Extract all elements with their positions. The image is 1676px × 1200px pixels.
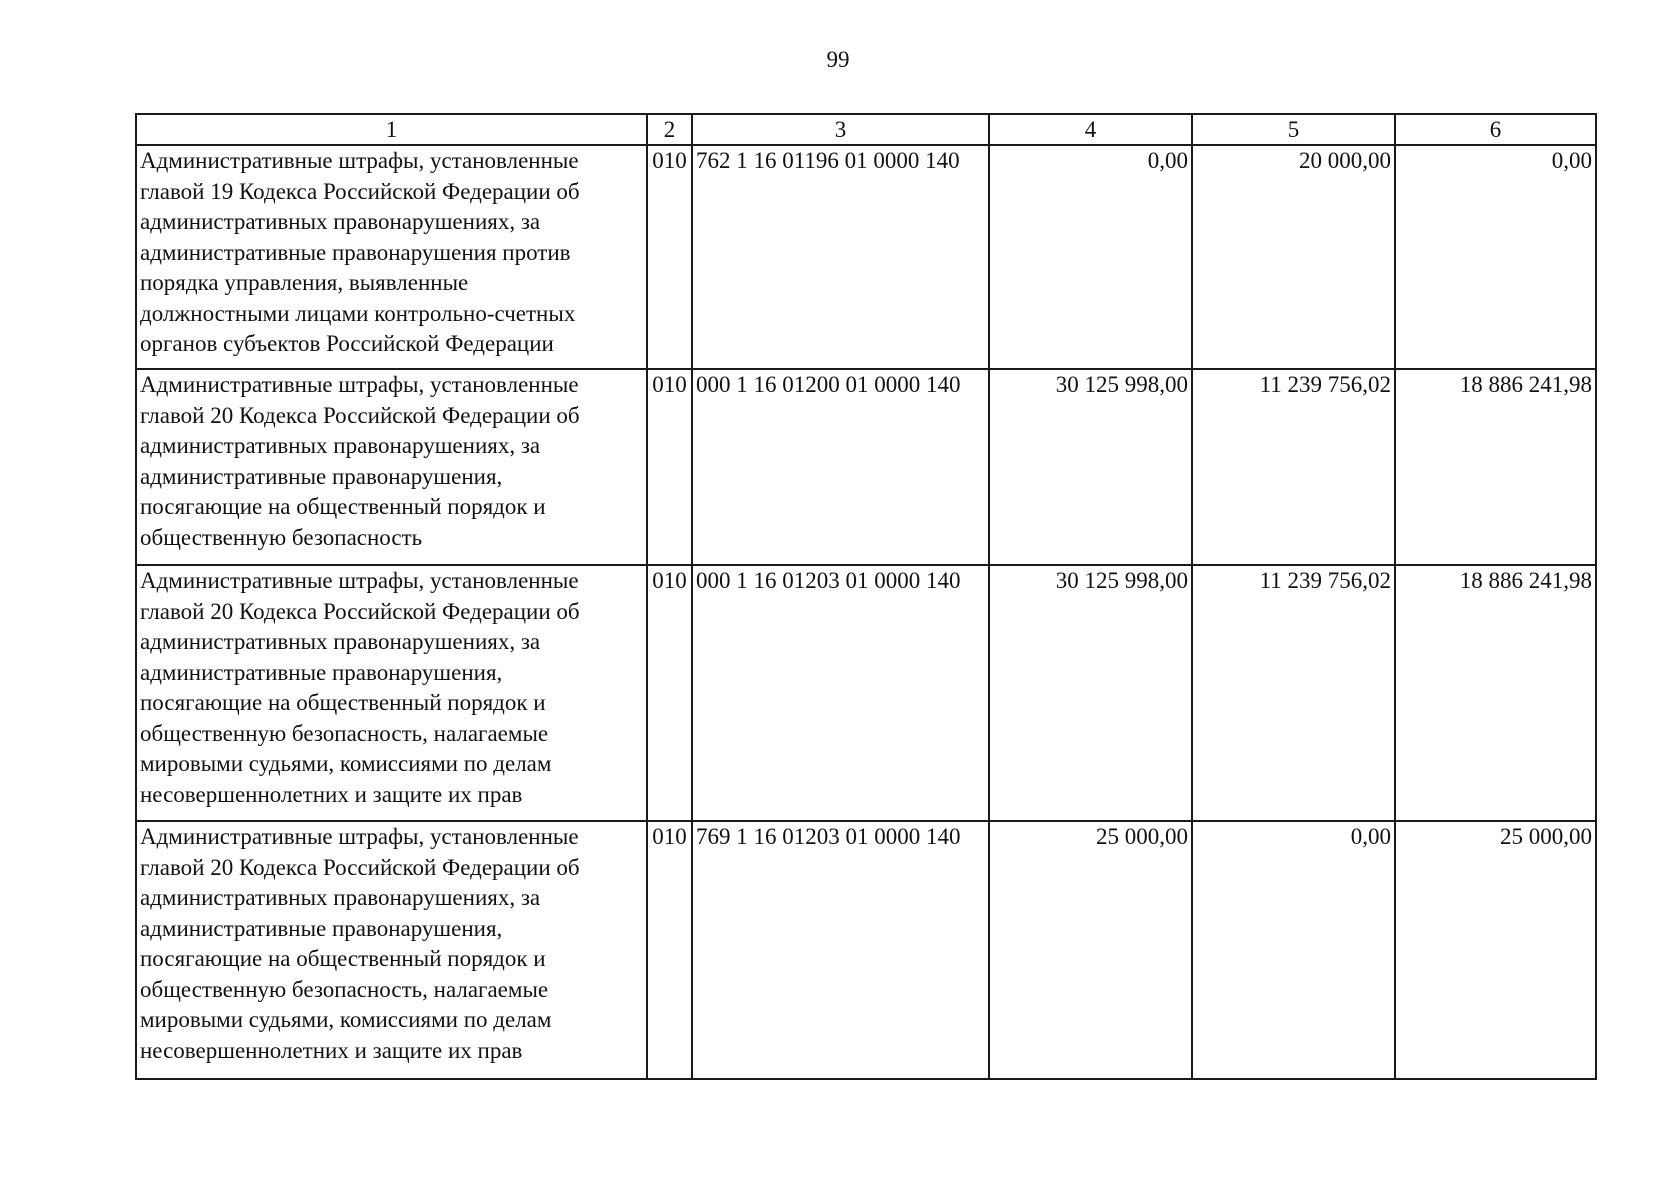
row-name-text: Административные штрафы, установленные главой 20 Кодекса Российской Федерации об административных правонарушениях, за административные правонарушения, посягающие на общественный порядок и общественную безопасность, налагаемые мировыми судьями, комиссиями по делам несовершеннолетних и защите их прав [140,568,580,807]
column-number-1: 1 [136,114,647,145]
column-6-value: 0,00 [1395,145,1596,369]
row-name-text: Административные штрафы, установленные главой 19 Кодекса Российской Федерации об административных правонарушениях, за административные правонарушения против порядка управления, выявленные должностными лицами контрольно-счетных органов субъектов Российской Федерации [140,148,580,356]
column-number-3: 3 [692,114,989,145]
table-row [136,145,1596,369]
table-row [136,565,1596,821]
column-number-2: 2 [647,114,692,145]
column-number-4: 4 [989,114,1192,145]
column-4-value: 25 000,00 [989,821,1192,1079]
column-4-value: 30 125 998,00 [989,565,1192,821]
line-code-cell: 010 [647,821,692,1079]
line-code-cell: 010 [647,369,692,565]
column-5-value: 11 239 756,02 [1192,565,1395,821]
row-name-text: Административные штрафы, установленные главой 20 Кодекса Российской Федерации об административных правонарушениях, за административные правонарушения, посягающие на общественный порядок и общественную безопасность, налагаемые мировыми судьями, комиссиями по делам несовершеннолетних и защите их прав [140,824,580,1063]
column-4-value: 30 125 998,00 [989,369,1192,565]
budget-code-cell: 000 1 16 01203 01 0000 140 [692,565,989,821]
line-code-cell: 010 [647,145,692,369]
row-name-cell [136,565,647,821]
column-6-value: 18 886 241,98 [1395,369,1596,565]
line-code-cell: 010 [647,565,692,821]
table-row [136,369,1596,565]
column-6-value: 25 000,00 [1395,821,1596,1079]
budget-code-cell: 762 1 16 01196 01 0000 140 [692,145,989,369]
row-name-text: Административные штрафы, установленные главой 20 Кодекса Российской Федерации об административных правонарушениях, за административные правонарушения, посягающие на общественный порядок и общественную безопасность [140,372,580,550]
column-5-value: 11 239 756,02 [1192,369,1395,565]
budget-code-cell: 769 1 16 01203 01 0000 140 [692,821,989,1079]
column-number-5: 5 [1192,114,1395,145]
column-6-value: 18 886 241,98 [1395,565,1596,821]
page-number: 99 [826,47,850,72]
column-number-6: 6 [1395,114,1596,145]
column-number-row [136,114,1596,145]
row-name-cell [136,821,647,1079]
column-4-value: 0,00 [989,145,1192,369]
row-name-cell [136,369,647,565]
budget-code-cell: 000 1 16 01200 01 0000 140 [692,369,989,565]
column-5-value: 20 000,00 [1192,145,1395,369]
budget-report-table [135,113,1597,1080]
table-row [136,821,1596,1079]
row-name-cell [136,145,647,369]
column-5-value: 0,00 [1192,821,1395,1079]
